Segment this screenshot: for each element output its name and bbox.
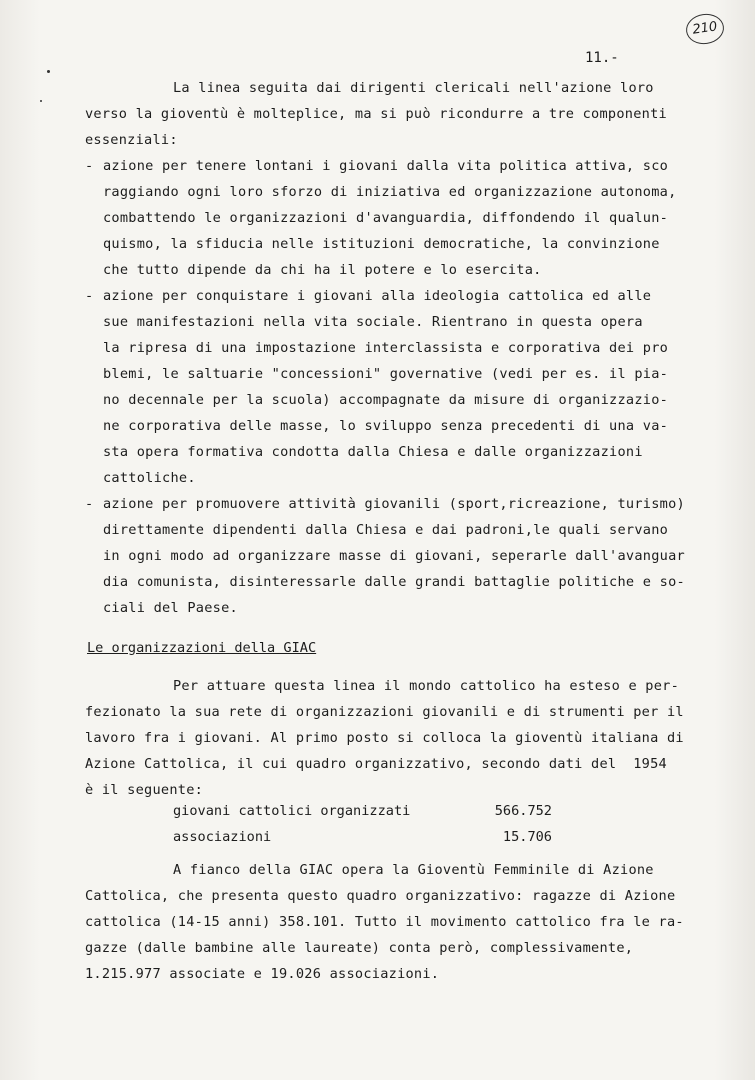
bullet-dash: - <box>85 496 94 512</box>
intro-line: essenziali: <box>85 132 178 148</box>
paragraph-line: fezionato la sua rete di organizzazioni giovanili e di strumenti per il <box>85 704 684 720</box>
stat-label: giovani cattolici organizzati <box>173 803 411 819</box>
section-heading: Le organizzazioni della GIAC <box>87 640 317 656</box>
ink-speck <box>40 100 42 102</box>
stat-label: associazioni <box>173 829 272 845</box>
item2-line: la ripresa di una impostazione interclassista e corporativa dei pro <box>103 340 669 356</box>
paragraph-line: è il seguente: <box>85 782 204 798</box>
page-number: 11.- <box>585 50 619 66</box>
stat-value: 15.706 <box>502 829 552 845</box>
item2-line: azione per conquistare i giovani alla ideologia cattolica ed alle <box>103 288 652 304</box>
item2-line: ne corporativa delle masse, lo sviluppo senza precedenti di una va- <box>103 418 669 434</box>
archive-stamp: 210 <box>684 12 726 47</box>
item3-line: direttamente dipendenti dalla Chiesa e dai padroni,le quali servano <box>103 522 669 538</box>
item1-line: azione per tenere lontani i giovani dalla vita politica attiva, sco <box>103 158 669 174</box>
paragraph-line: Cattolica, che presenta questo quadro organizzativo: ragazze di Azione <box>85 888 676 904</box>
item1-line: che tutto dipende da chi ha il potere e lo esercita. <box>103 262 542 278</box>
paragraph-line: Azione Cattolica, il cui quadro organizzativo, secondo dati del 1954 <box>85 756 667 772</box>
intro-line: verso la gioventù è molteplice, ma si può ricondurre a tre componenti <box>85 106 667 122</box>
item3-line: ciali del Paese. <box>103 600 238 616</box>
item2-line: cattoliche. <box>103 470 196 486</box>
item2-line: sue manifestazioni nella vita sociale. Rientrano in questa opera <box>103 314 643 330</box>
item3-line: azione per promuovere attività giovanili (sport,ricreazione, turismo) <box>103 496 685 512</box>
stat-value: 566.752 <box>494 803 552 819</box>
item1-line: raggiando ogni loro sforzo di iniziativa ed organizzazione autonoma, <box>103 184 677 200</box>
item3-line: in ogni modo ad organizzare masse di giovani, seperarle dall'avanguar <box>103 548 685 564</box>
item1-line: quismo, la sfiducia nelle istituzioni democratiche, la convinzione <box>103 236 660 252</box>
bullet-dash: - <box>85 158 94 174</box>
item2-line: blemi, le saltuarie "concessioni" governative (vedi per es. il pia- <box>103 366 669 382</box>
intro-line: La linea seguita dai dirigenti clericali nell'azione loro <box>173 80 654 96</box>
ink-speck <box>47 70 50 73</box>
paragraph-line: 1.215.977 associate e 19.026 associazioni. <box>85 966 440 982</box>
paragraph-line: Per attuare questa linea il mondo cattolico ha esteso e per- <box>173 678 680 694</box>
paragraph-line: gazze (dalle bambine alle laureate) conta però, complessivamente, <box>85 940 634 956</box>
bullet-dash: - <box>85 288 94 304</box>
paragraph-line: lavoro fra i giovani. Al primo posto si colloca la gioventù italiana di <box>85 730 684 746</box>
paragraph-line: cattolica (14-15 anni) 358.101. Tutto il movimento cattolico fra le ra- <box>85 914 684 930</box>
item3-line: dia comunista, disinteressarle dalle grandi battaglie politiche e so- <box>103 574 685 590</box>
item1-line: combattendo le organizzazioni d'avanguardia, diffondendo il qualun- <box>103 210 669 226</box>
item2-line: sta opera formativa condotta dalla Chiesa e dalle organizzazioni <box>103 444 643 460</box>
paragraph-line: A fianco della GIAC opera la Gioventù Femminile di Azione <box>173 862 654 878</box>
item2-line: no decennale per la scuola) accompagnate da misure di organizzazio- <box>103 392 669 408</box>
